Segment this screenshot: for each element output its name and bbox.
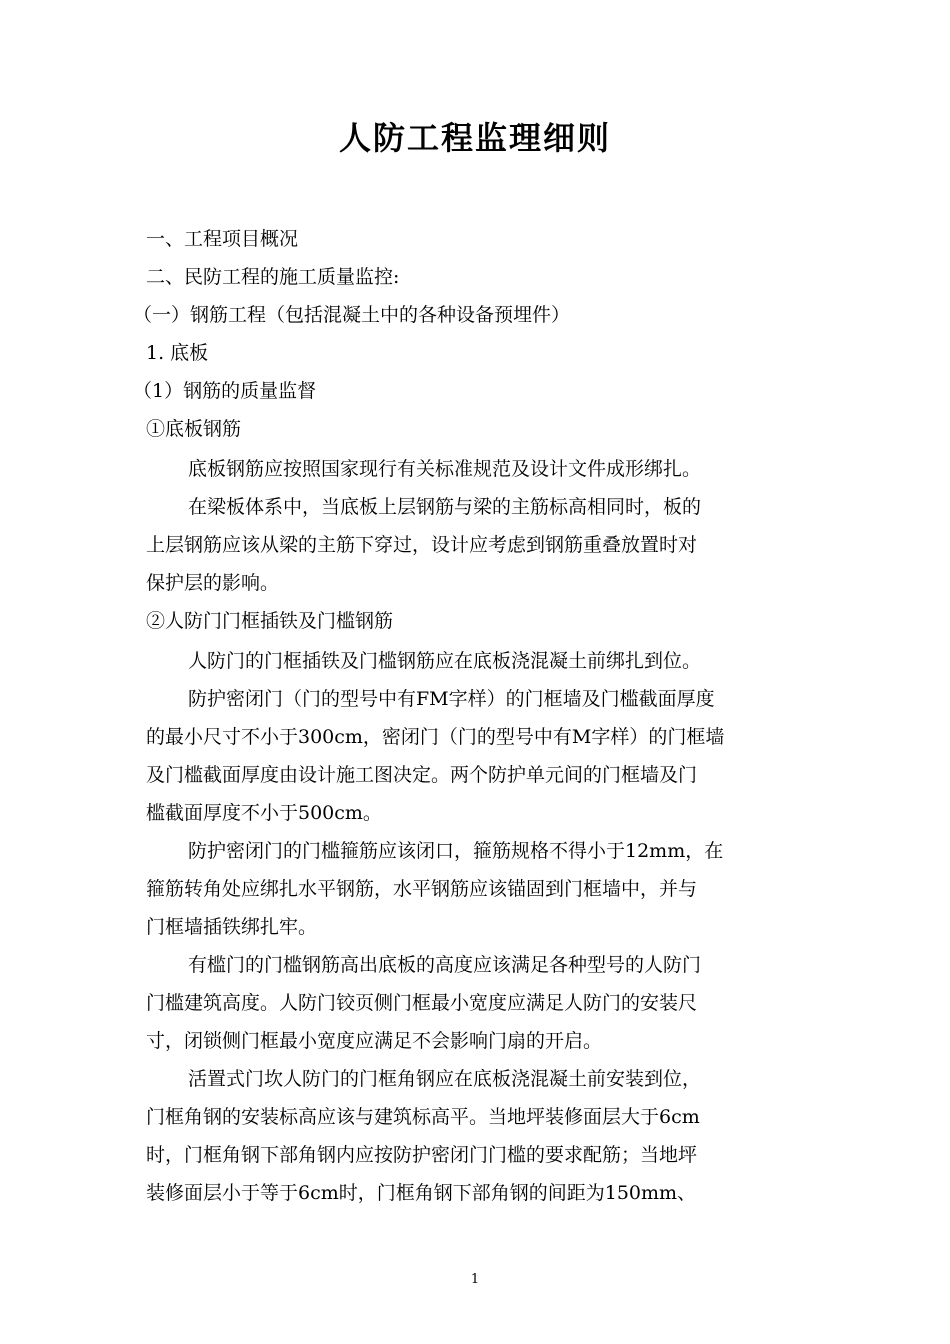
- paragraph-line: 有槛门的门槛钢筋高出底板的高度应该满足各种型号的人防门: [188, 954, 702, 976]
- paragraph-line: 在梁板体系中，当底板上层钢筋与梁的主筋标高相同时，板的: [188, 496, 702, 518]
- paragraph-line: 门槛建筑高度。人防门铰页侧门框最小宽度应满足人防门的安装尺: [146, 992, 698, 1014]
- paragraph-line: 槛截面厚度不小于500cm。: [146, 802, 382, 824]
- paragraph-line: 人防门的门框插铁及门槛钢筋应在底板浇混凝土前绑扎到位。: [188, 650, 702, 672]
- heading-rebar-works: （一）钢筋工程（包括混凝土中的各种设备预埋件）: [133, 304, 571, 326]
- page-number: 1: [470, 1272, 480, 1287]
- document-title: 人防工程监理细则: [338, 119, 611, 157]
- paragraph-line: 活置式门坎人防门的门框角钢应在底板浇混凝土前安装到位，: [188, 1068, 702, 1090]
- paragraph-line: 寸，闭锁侧门框最小宽度应满足不会影响门扇的开启。: [146, 1030, 603, 1052]
- paragraph-line: 的最小尺寸不小于300cm，密闭门（门的型号中有M字样）的门框墙: [146, 726, 725, 748]
- heading-base-slab-rebar: ①底板钢筋: [146, 418, 242, 440]
- paragraph-line: 防护密闭门的门槛箍筋应该闭口，箍筋规格不得小于12mm，在: [188, 840, 724, 862]
- paragraph-line: 门框墙插铁绑扎牢。: [146, 916, 318, 938]
- heading-door-frame-rebar: ②人防门门框插铁及门槛钢筋: [146, 610, 394, 632]
- paragraph-line: 保护层的影响。: [146, 572, 280, 594]
- paragraph-line: 箍筋转角处应绑扎水平钢筋，水平钢筋应该锚固到门框墙中，并与: [146, 878, 698, 900]
- paragraph-line: 门框角钢的安装标高应该与建筑标高平。当地坪装修面层大于6cm: [146, 1106, 700, 1128]
- paragraph-line: 防护密闭门（门的型号中有FM字样）的门框墙及门槛截面厚度: [188, 688, 715, 710]
- paragraph-line: 装修面层小于等于6cm时，门框角钢下部角钢的间距为150mm、: [146, 1182, 697, 1204]
- paragraph-line: 上层钢筋应该从梁的主筋下穿过，设计应考虑到钢筋重叠放置时对: [146, 534, 698, 556]
- paragraph-line: 时，门框角钢下部角钢内应按防护密闭门门槛的要求配筋；当地坪: [146, 1144, 698, 1166]
- heading-rebar-supervision: （1）钢筋的质量监督: [133, 380, 317, 402]
- paragraph-line: 及门槛截面厚度由设计施工图决定。两个防护单元间的门框墙及门: [146, 764, 698, 786]
- heading-project-overview: 一、工程项目概况: [146, 228, 299, 250]
- paragraph-line: 底板钢筋应按照国家现行有关标准规范及设计文件成形绑扎。: [188, 458, 702, 480]
- heading-base-slab: 1. 底板: [146, 342, 209, 364]
- heading-quality-control: 二、民防工程的施工质量监控:: [146, 266, 400, 288]
